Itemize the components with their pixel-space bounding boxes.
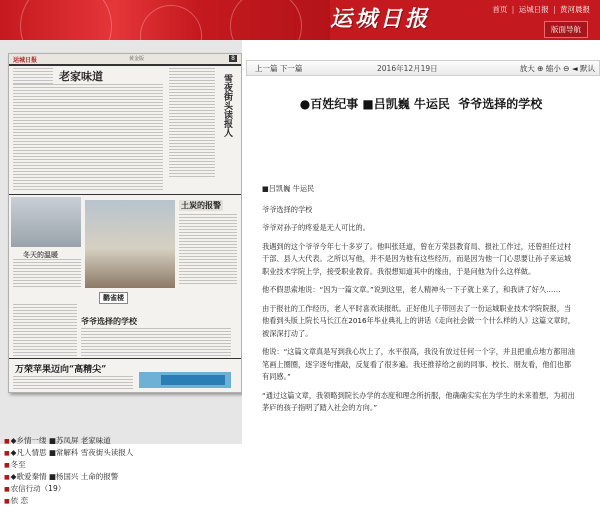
bullet-icon: ■ (4, 474, 10, 481)
zoom-controls[interactable]: 放大 ⊕ 缩小 ⊖ ◄ 默认 (519, 64, 595, 73)
bullet-icon: ■ (4, 498, 10, 505)
article-paragraph: 他说：“这篇文章真是写到我心坎上了，水平很高，我没有放过任何一个字，并且把重点地方都用油笔画上圈圈，逐字逐句推敲，反复看了很多遍。我还推荐给之前的同事、校长、朋友看，他们也都有同感。” (262, 347, 575, 381)
article-toolbar (246, 60, 600, 76)
thumbnail-footer-logo (139, 372, 231, 388)
thumbnail-vertical-title[interactable]: 雪夜街头读报人 (222, 74, 232, 137)
list-item[interactable]: ■◆乡情一缕 ■苏凤屏 老家味道 (4, 436, 111, 445)
thumbnail-text-block (13, 376, 133, 390)
top-nav: 首页 | 运城日报 | 黄河晨报 (492, 5, 590, 14)
header-decoration (0, 0, 330, 40)
bullet-icon: ■ (4, 486, 10, 493)
thumbnail-page-number: 8 (231, 55, 235, 62)
article-paragraph: “通过这篇文章，我领略到院长办学的态度和理念所折服，他确确实实在为学生的未来着想，为初出茅庐的孩子指明了踏入社会的方向。” (262, 390, 575, 412)
article-author: ■吕凯巍 牛运民 (262, 184, 315, 193)
thumbnail-photo-building (11, 197, 81, 247)
thumbnail-photo-street (85, 200, 175, 288)
article-paragraph: 他不假思索地说：“因为一篇文章。”说到这里，老人精神头一下子就上来了，和我讲了好久…… (262, 285, 561, 294)
thumbnail-paper-name: 运城日报 (13, 57, 38, 64)
thumbnail-headline-1[interactable]: 老家味道 (59, 70, 103, 83)
thumbnail-headline-3[interactable]: 万荣苹果迈向“高精尖” (15, 365, 107, 375)
divider (9, 358, 241, 359)
article-title-prefix: ●百姓纪事 ■吕凯巍 牛运民 (299, 97, 450, 111)
thumbnail-section-title[interactable]: 土炭的报警 (181, 200, 221, 210)
site-header (0, 0, 600, 40)
list-item[interactable]: ■◆歌爱秦情 ■杨国兴 土命的报警 (4, 472, 119, 481)
list-item[interactable]: ■依 恋 (4, 496, 29, 505)
thumbnail-text-block (13, 68, 53, 86)
article-body (262, 183, 578, 421)
list-item[interactable]: ■农信行动（19） (4, 484, 66, 493)
thumbnail-photo-caption: 鹳雀楼 (99, 292, 128, 304)
thumbnail-text-block (169, 68, 215, 178)
issue-date: 2016年12月19日 (377, 64, 438, 73)
left-pane (0, 40, 242, 505)
thumbnail-side-label: 冬天的温暖 (23, 250, 58, 259)
bullet-icon: ■ (4, 462, 10, 469)
bullet-icon: ■ (4, 450, 10, 457)
thumbnail-text-block (179, 214, 237, 286)
thumbnail-logo-icon (139, 372, 231, 388)
thumbnail-text-block (13, 259, 81, 289)
page-nav-button[interactable]: 版面导航 (544, 21, 588, 38)
page-thumbnail[interactable] (8, 53, 242, 393)
nav-link-huanghe-morning[interactable]: 黄河晨报 (560, 5, 590, 14)
article-paragraph: 爷爷对孙子的疼爱是无人可比的。 (262, 223, 370, 232)
nav-link-home[interactable]: 首页 (492, 5, 508, 14)
prev-next-links[interactable]: 上一篇 下一篇 (255, 64, 303, 73)
article-title (242, 95, 600, 112)
article-paragraph: 由于报社的工作经历，老人平时喜欢读报纸。正好他儿子带回去了一份运城职业技术学院院报，当他看到头版上院长马长江在2016年毕业典礼上的讲话《走向社会做一个什么样的人》这篇文章时，被深深打动了。 (262, 303, 575, 338)
article-paragraph: 我遇到的这个爷爷今年七十多岁了。他叫张廷道，曾在万荣县教育局、报社工作过，还曾担任过村干部、县人大代表。之所以写他，并不是因为他有这些经历，而是因为他一门心思要让孙子来运城职业技术学院上学，接受职业教育。我很想知道其中的缘由，于是问他为什么这样做。 (262, 241, 572, 276)
thumbnail-text-block (13, 84, 163, 192)
article-paragraph: 爷爷选择的学校 (262, 204, 313, 214)
thumbnail-page-label: 黄金版 (129, 56, 145, 62)
nav-link-yuncheng-daily[interactable]: 运城日报 (518, 5, 549, 14)
article-title-main: 爷爷选择的学校 (458, 97, 543, 111)
thumbnail-headline-2[interactable]: 爷爷选择的学校 (81, 316, 137, 326)
divider (9, 194, 241, 195)
bullet-icon: ■ (4, 438, 10, 445)
site-logo[interactable]: 运城日报 (330, 6, 431, 32)
thumbnail-text-block (81, 328, 231, 356)
article-list (4, 435, 240, 507)
article-pane (242, 40, 600, 444)
list-item[interactable]: ■冬至 (4, 460, 26, 469)
list-item[interactable]: ■◆凡人情思 ■常解科 雪夜街头读报人 (4, 448, 134, 457)
thumbnail-text-block (13, 304, 77, 356)
thumbnail-masthead (9, 54, 241, 66)
